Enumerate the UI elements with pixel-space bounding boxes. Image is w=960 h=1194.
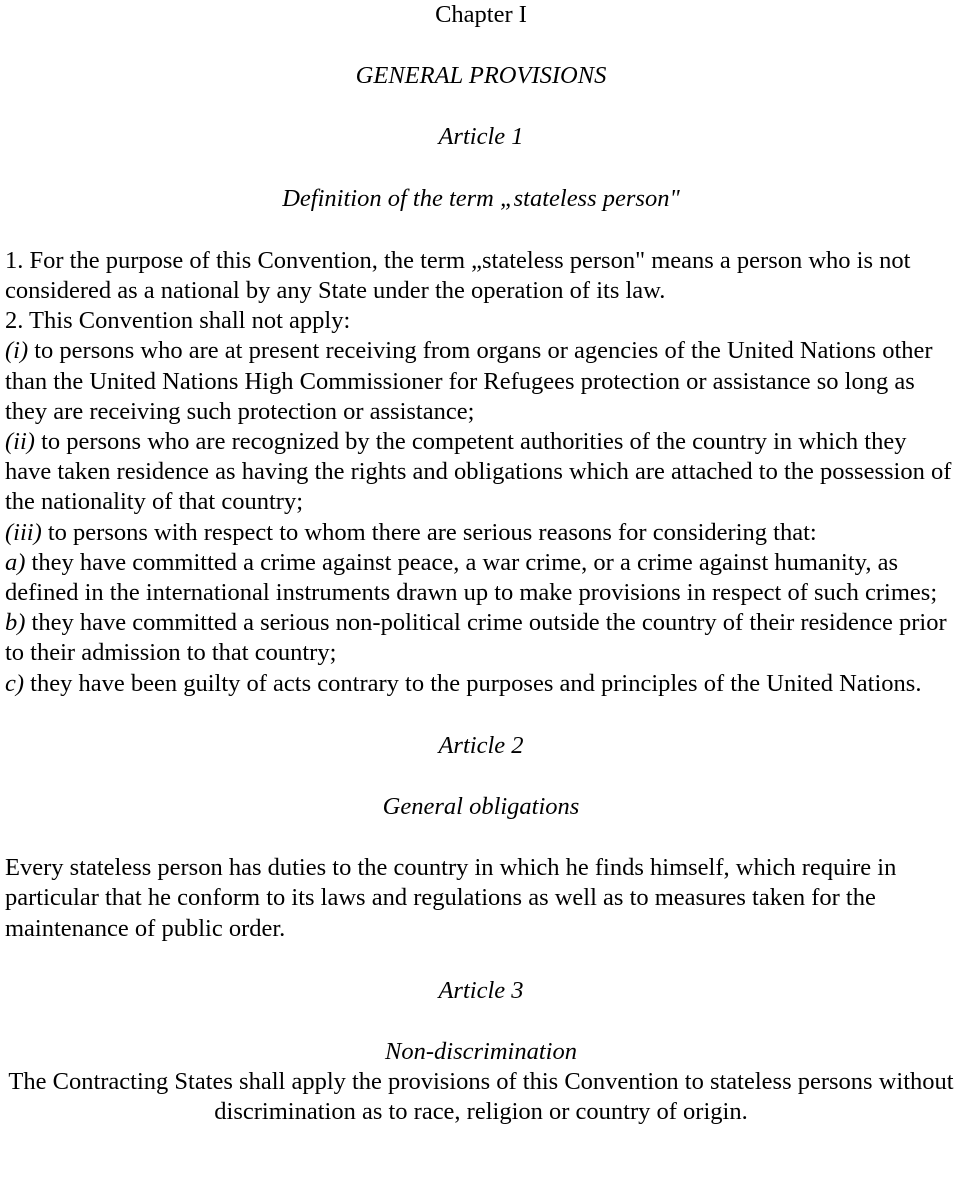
item-label: a)	[5, 548, 26, 576]
article-1-item-a	[5, 548, 957, 608]
item-text: to persons who are recognized by the competent authorities of the country in which they have taken residence as having the rights and obligations which are attached to the possession of the nationality of that country;	[5, 428, 952, 516]
article-1-paragraph-1: 1. For the purpose of this Convention, the term „stateless person" means a person who is not considered as a national by any State under the operation of its law.	[5, 246, 911, 305]
item-text: to persons who are at present receiving from organs or agencies of the United Nations other than the United Nations High Commissioner for Refugees protection or assistance so long as they are receiving such protection or assistance;	[5, 337, 933, 425]
article-2-title: General obligations	[382, 793, 580, 821]
item-text: they have committed a crime against peace, a war crime, or a crime against humanity, as defined in the international instruments drawn up to make provisions in respect of such crimes;	[5, 548, 938, 607]
article-1-item-iii	[5, 518, 957, 548]
article-1-item-c	[5, 669, 957, 699]
article-1-heading: Article 1	[438, 123, 524, 151]
article-2-text: Every stateless person has duties to the country in which he finds himself, which require in particular that he conform to its laws and regulations as well as to measures taken for the maintenance of public order.	[5, 854, 897, 942]
item-text: they have committed a serious non-political crime outside the country of their residence prior to their admission to that country;	[5, 609, 947, 667]
item-label: b)	[5, 609, 26, 637]
item-label: (iii)	[5, 518, 42, 546]
item-label: c)	[5, 669, 25, 697]
article-1-paragraph-2: 2. This Convention shall not apply:	[5, 307, 351, 335]
chapter-number: Chapter I	[435, 1, 527, 28]
item-text: they have been guilty of acts contrary to the purposes and principles of the United Nations.	[24, 669, 922, 697]
article-3-title: Non-discrimination	[385, 1038, 577, 1066]
article-1-item-b	[5, 608, 957, 668]
article-3-text: The Contracting States shall apply the provisions of this Convention to stateless persons without discrimination as to race, religion or country of origin.	[8, 1068, 954, 1126]
article-1-item-ii	[5, 427, 957, 518]
document-page	[5, 0, 957, 1128]
item-label: (i)	[5, 337, 29, 365]
item-label: (ii)	[5, 428, 35, 456]
item-text: to persons with respect to whom there are serious reasons for considering that:	[41, 518, 817, 546]
chapter-title: GENERAL PROVISIONS	[355, 62, 607, 90]
article-3-heading: Article 3	[438, 976, 524, 1004]
article-2-heading: Article 2	[438, 731, 524, 759]
article-1-item-i	[5, 336, 957, 427]
article-1-title: Definition of the term „stateless person"	[282, 184, 680, 212]
